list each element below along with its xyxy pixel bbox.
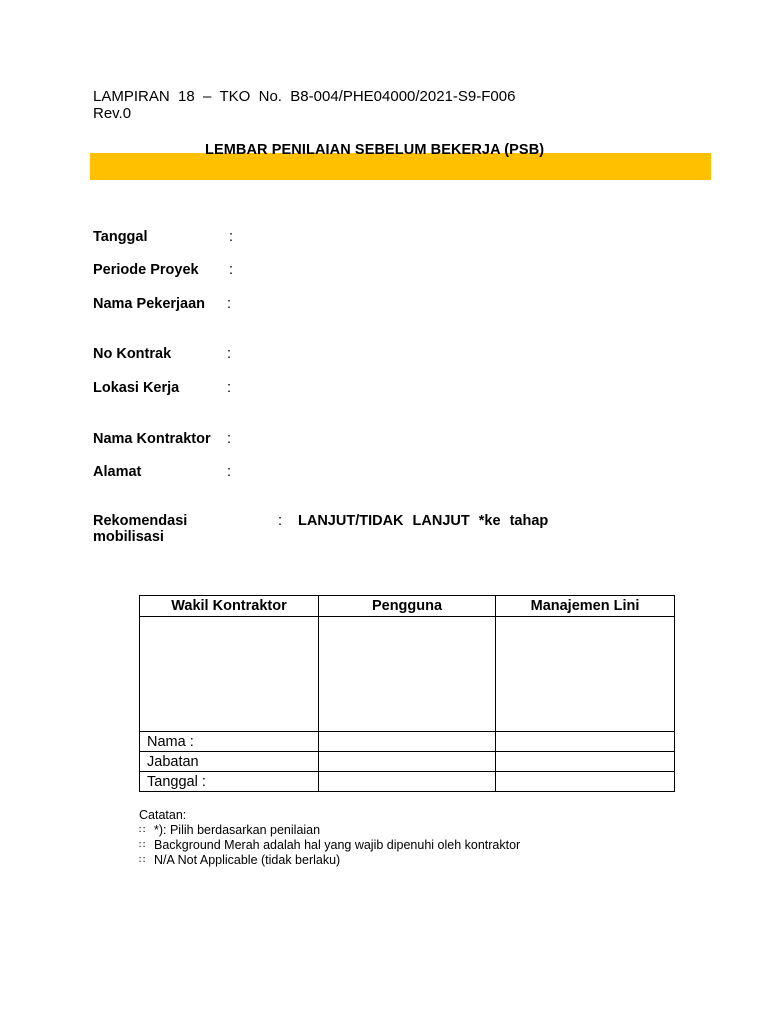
rekomendasi-label-continued: mobilisasi <box>93 529 164 545</box>
field-label-nama-kontraktor: Nama Kontraktor <box>93 431 211 447</box>
field-label-lokasi: Lokasi Kerja <box>93 380 180 396</box>
rekomendasi-label: Rekomendasi <box>93 513 188 529</box>
field-label-tanggal: Tanggal <box>93 229 148 245</box>
field-label-nama-pekerjaan: Nama Pekerjaan <box>93 296 206 312</box>
field-colon: : <box>229 229 234 245</box>
field-colon: : <box>227 296 232 312</box>
table-row <box>140 772 675 792</box>
header-pengguna: Pengguna <box>319 596 496 617</box>
field-colon: : <box>278 513 283 529</box>
list-item <box>139 823 520 838</box>
revision-line: Rev.0 <box>93 105 132 122</box>
table-cell[interactable] <box>319 772 496 792</box>
table-cell[interactable] <box>496 732 675 752</box>
table-cell[interactable] <box>319 732 496 752</box>
header-wakil-kontraktor: Wakil Kontraktor <box>140 596 319 617</box>
table-cell[interactable] <box>496 752 675 772</box>
field-colon: : <box>229 262 234 278</box>
row-label-tanggal: Tanggal : <box>140 772 319 792</box>
field-colon: : <box>227 464 232 480</box>
bullet-icon: ∷ <box>139 840 146 851</box>
list-item <box>139 853 520 868</box>
table-row <box>140 752 675 772</box>
field-label-alamat: Alamat <box>93 464 142 480</box>
signature-box-wakil[interactable] <box>140 617 319 732</box>
notes-title: Catatan: <box>139 808 187 822</box>
reference-line: LAMPIRAN 18 – TKO No. B8-004/PHE04000/2021-S9-F006 <box>93 88 516 105</box>
signature-table <box>139 595 675 792</box>
table-row <box>140 732 675 752</box>
signature-header-row <box>140 596 675 617</box>
note-text: *): Pilih berdasarkan penilaian <box>154 823 321 837</box>
field-colon: : <box>227 346 232 362</box>
table-cell[interactable] <box>496 772 675 792</box>
bullet-icon: ∷ <box>139 825 146 836</box>
field-colon: : <box>227 431 232 447</box>
row-label-jabatan: Jabatan <box>140 752 319 772</box>
notes-section <box>139 808 520 868</box>
page-title: LEMBAR PENILAIAN SEBELUM BEKERJA (PSB) <box>205 142 545 158</box>
header-manajemen-lini: Manajemen Lini <box>496 596 675 617</box>
rekomendasi-value: LANJUT/TIDAK LANJUT *ke tahap <box>298 513 549 529</box>
signature-space-row <box>140 617 675 732</box>
table-cell[interactable] <box>319 752 496 772</box>
bullet-icon: ∷ <box>139 855 146 866</box>
signature-box-pengguna[interactable] <box>319 617 496 732</box>
note-text: Background Merah adalah hal yang wajib dipenuhi oleh kontraktor <box>154 838 521 852</box>
field-label-no-kontrak: No Kontrak <box>93 346 172 362</box>
field-colon: : <box>227 380 232 396</box>
list-item <box>139 838 520 853</box>
field-label-periode: Periode Proyek <box>93 262 199 278</box>
signature-box-manajemen[interactable] <box>496 617 675 732</box>
row-label-nama: Nama : <box>140 732 319 752</box>
document-reference <box>93 88 515 122</box>
note-text: N/A Not Applicable (tidak berlaku) <box>154 853 341 867</box>
